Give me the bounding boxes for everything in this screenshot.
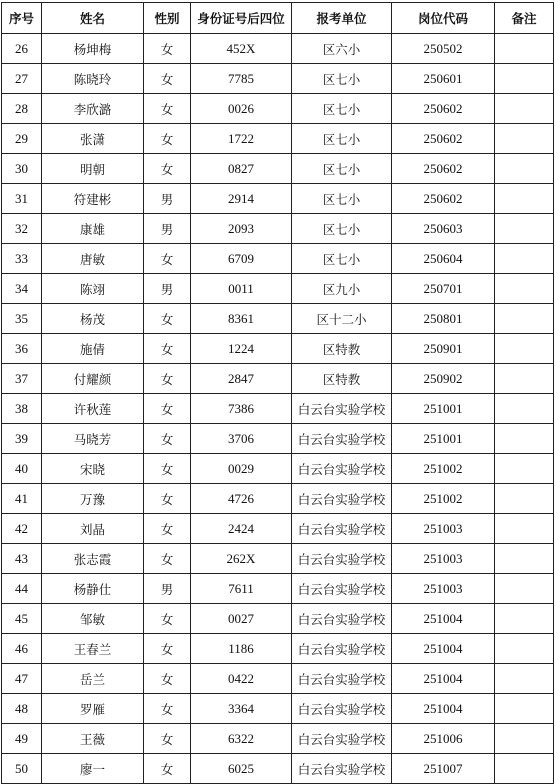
cell-gender: 女 bbox=[144, 604, 191, 634]
cell-id-last4: 0422 bbox=[191, 664, 292, 694]
cell-unit: 区七小 bbox=[292, 64, 392, 94]
table-row bbox=[2, 64, 554, 94]
cell-gender: 男 bbox=[144, 274, 191, 304]
cell-name: 李欣潞 bbox=[42, 94, 144, 124]
cell-name: 罗雁 bbox=[42, 694, 144, 724]
cell-seq: 46 bbox=[2, 634, 42, 664]
cell-name: 杨坤梅 bbox=[42, 34, 144, 64]
table-row bbox=[2, 574, 554, 604]
table-row bbox=[2, 634, 554, 664]
cell-gender: 男 bbox=[144, 214, 191, 244]
cell-remark bbox=[495, 664, 554, 694]
cell-gender: 女 bbox=[144, 514, 191, 544]
cell-gender: 女 bbox=[144, 724, 191, 754]
cell-post-code: 250602 bbox=[392, 94, 495, 124]
cell-remark bbox=[495, 604, 554, 634]
table-row bbox=[2, 364, 554, 394]
cell-post-code: 251003 bbox=[392, 514, 495, 544]
cell-gender: 女 bbox=[144, 754, 191, 784]
table-row bbox=[2, 184, 554, 214]
cell-name: 陈晓玲 bbox=[42, 64, 144, 94]
cell-unit: 区特教 bbox=[292, 334, 392, 364]
cell-id-last4: 6709 bbox=[191, 244, 292, 274]
table-row bbox=[2, 604, 554, 634]
cell-unit: 区七小 bbox=[292, 154, 392, 184]
cell-seq: 45 bbox=[2, 604, 42, 634]
cell-post-code: 251001 bbox=[392, 424, 495, 454]
cell-unit: 区七小 bbox=[292, 244, 392, 274]
cell-id-last4: 452X bbox=[191, 34, 292, 64]
table-row bbox=[2, 424, 554, 454]
cell-gender: 女 bbox=[144, 664, 191, 694]
candidate-table bbox=[1, 2, 554, 784]
cell-name: 康雄 bbox=[42, 214, 144, 244]
cell-id-last4: 0011 bbox=[191, 274, 292, 304]
table-row bbox=[2, 244, 554, 274]
cell-unit: 区特教 bbox=[292, 364, 392, 394]
cell-remark bbox=[495, 214, 554, 244]
cell-remark bbox=[495, 364, 554, 394]
cell-remark bbox=[495, 394, 554, 424]
cell-post-code: 250901 bbox=[392, 334, 495, 364]
cell-gender: 男 bbox=[144, 574, 191, 604]
cell-name: 万豫 bbox=[42, 484, 144, 514]
table-row bbox=[2, 514, 554, 544]
table-row bbox=[2, 94, 554, 124]
cell-seq: 47 bbox=[2, 664, 42, 694]
cell-remark bbox=[495, 454, 554, 484]
cell-post-code: 251004 bbox=[392, 604, 495, 634]
cell-gender: 女 bbox=[144, 34, 191, 64]
table-row bbox=[2, 304, 554, 334]
cell-id-last4: 2424 bbox=[191, 514, 292, 544]
cell-name: 明朝 bbox=[42, 154, 144, 184]
cell-seq: 40 bbox=[2, 454, 42, 484]
cell-remark bbox=[495, 334, 554, 364]
cell-name: 王薇 bbox=[42, 724, 144, 754]
header-name: 姓名 bbox=[42, 3, 144, 34]
cell-gender: 女 bbox=[144, 64, 191, 94]
header-post-code: 岗位代码 bbox=[392, 3, 495, 34]
cell-name: 王春兰 bbox=[42, 634, 144, 664]
cell-id-last4: 6322 bbox=[191, 724, 292, 754]
cell-gender: 女 bbox=[144, 694, 191, 724]
cell-id-last4: 2914 bbox=[191, 184, 292, 214]
header-unit: 报考单位 bbox=[292, 3, 392, 34]
cell-seq: 37 bbox=[2, 364, 42, 394]
cell-remark bbox=[495, 184, 554, 214]
cell-id-last4: 3364 bbox=[191, 694, 292, 724]
cell-unit: 白云台实验学校 bbox=[292, 544, 392, 574]
cell-unit: 白云台实验学校 bbox=[292, 664, 392, 694]
cell-seq: 26 bbox=[2, 34, 42, 64]
cell-remark bbox=[495, 424, 554, 454]
cell-seq: 27 bbox=[2, 64, 42, 94]
table-row bbox=[2, 484, 554, 514]
cell-seq: 29 bbox=[2, 124, 42, 154]
cell-id-last4: 1186 bbox=[191, 634, 292, 664]
cell-name: 许秋莲 bbox=[42, 394, 144, 424]
cell-post-code: 251001 bbox=[392, 394, 495, 424]
cell-post-code: 250604 bbox=[392, 244, 495, 274]
cell-remark bbox=[495, 754, 554, 784]
cell-id-last4: 3706 bbox=[191, 424, 292, 454]
table-row bbox=[2, 454, 554, 484]
cell-name: 廖一 bbox=[42, 754, 144, 784]
table-row bbox=[2, 154, 554, 184]
cell-remark bbox=[495, 694, 554, 724]
cell-unit: 白云台实验学校 bbox=[292, 724, 392, 754]
cell-unit: 区七小 bbox=[292, 124, 392, 154]
cell-id-last4: 0827 bbox=[191, 154, 292, 184]
cell-remark bbox=[495, 94, 554, 124]
cell-seq: 35 bbox=[2, 304, 42, 334]
cell-unit: 白云台实验学校 bbox=[292, 424, 392, 454]
header-remark: 备注 bbox=[495, 3, 554, 34]
cell-remark bbox=[495, 634, 554, 664]
cell-name: 唐敏 bbox=[42, 244, 144, 274]
cell-unit: 白云台实验学校 bbox=[292, 484, 392, 514]
cell-remark bbox=[495, 34, 554, 64]
cell-id-last4: 6025 bbox=[191, 754, 292, 784]
cell-id-last4: 262X bbox=[191, 544, 292, 574]
header-gender: 性别 bbox=[144, 3, 191, 34]
cell-gender: 女 bbox=[144, 634, 191, 664]
cell-unit: 白云台实验学校 bbox=[292, 604, 392, 634]
cell-gender: 女 bbox=[144, 544, 191, 574]
cell-id-last4: 1722 bbox=[191, 124, 292, 154]
table-row bbox=[2, 394, 554, 424]
cell-remark bbox=[495, 124, 554, 154]
cell-id-last4: 1224 bbox=[191, 334, 292, 364]
cell-name: 宋晓 bbox=[42, 454, 144, 484]
cell-seq: 28 bbox=[2, 94, 42, 124]
cell-gender: 女 bbox=[144, 334, 191, 364]
cell-post-code: 250701 bbox=[392, 274, 495, 304]
cell-remark bbox=[495, 304, 554, 334]
cell-unit: 白云台实验学校 bbox=[292, 634, 392, 664]
table-row bbox=[2, 274, 554, 304]
cell-seq: 44 bbox=[2, 574, 42, 604]
table-row bbox=[2, 724, 554, 754]
cell-post-code: 250603 bbox=[392, 214, 495, 244]
cell-name: 张潇 bbox=[42, 124, 144, 154]
cell-remark bbox=[495, 274, 554, 304]
cell-unit: 区七小 bbox=[292, 94, 392, 124]
cell-name: 张志霞 bbox=[42, 544, 144, 574]
cell-remark bbox=[495, 244, 554, 274]
cell-post-code: 251007 bbox=[392, 754, 495, 784]
cell-id-last4: 7611 bbox=[191, 574, 292, 604]
cell-unit: 区九小 bbox=[292, 274, 392, 304]
cell-unit: 白云台实验学校 bbox=[292, 454, 392, 484]
cell-post-code: 251002 bbox=[392, 484, 495, 514]
table-row bbox=[2, 214, 554, 244]
cell-name: 付耀颜 bbox=[42, 364, 144, 394]
cell-gender: 女 bbox=[144, 154, 191, 184]
cell-seq: 34 bbox=[2, 274, 42, 304]
table-row bbox=[2, 664, 554, 694]
cell-remark bbox=[495, 544, 554, 574]
cell-seq: 41 bbox=[2, 484, 42, 514]
cell-gender: 女 bbox=[144, 394, 191, 424]
cell-seq: 42 bbox=[2, 514, 42, 544]
cell-unit: 区十二小 bbox=[292, 304, 392, 334]
cell-seq: 33 bbox=[2, 244, 42, 274]
cell-unit: 区七小 bbox=[292, 184, 392, 214]
cell-name: 施倩 bbox=[42, 334, 144, 364]
cell-gender: 女 bbox=[144, 304, 191, 334]
cell-post-code: 251002 bbox=[392, 454, 495, 484]
cell-gender: 女 bbox=[144, 364, 191, 394]
cell-name: 岳兰 bbox=[42, 664, 144, 694]
cell-post-code: 251003 bbox=[392, 544, 495, 574]
cell-unit: 白云台实验学校 bbox=[292, 574, 392, 604]
table-row bbox=[2, 34, 554, 64]
cell-post-code: 251004 bbox=[392, 664, 495, 694]
cell-seq: 38 bbox=[2, 394, 42, 424]
header-row bbox=[2, 3, 554, 34]
cell-gender: 女 bbox=[144, 244, 191, 274]
cell-remark bbox=[495, 514, 554, 544]
cell-name: 杨茂 bbox=[42, 304, 144, 334]
cell-post-code: 250602 bbox=[392, 124, 495, 154]
cell-seq: 36 bbox=[2, 334, 42, 364]
cell-id-last4: 8361 bbox=[191, 304, 292, 334]
cell-id-last4: 4726 bbox=[191, 484, 292, 514]
cell-gender: 女 bbox=[144, 124, 191, 154]
cell-gender: 女 bbox=[144, 454, 191, 484]
cell-seq: 30 bbox=[2, 154, 42, 184]
cell-unit: 区七小 bbox=[292, 214, 392, 244]
cell-id-last4: 2093 bbox=[191, 214, 292, 244]
cell-post-code: 250902 bbox=[392, 364, 495, 394]
cell-name: 马晓芳 bbox=[42, 424, 144, 454]
cell-gender: 女 bbox=[144, 484, 191, 514]
cell-post-code: 250801 bbox=[392, 304, 495, 334]
cell-remark bbox=[495, 64, 554, 94]
cell-unit: 区六小 bbox=[292, 34, 392, 64]
cell-id-last4: 0026 bbox=[191, 94, 292, 124]
header-id-last4: 身份证号后四位 bbox=[191, 3, 292, 34]
cell-name: 杨静仕 bbox=[42, 574, 144, 604]
table-row bbox=[2, 124, 554, 154]
cell-post-code: 250601 bbox=[392, 64, 495, 94]
cell-post-code: 250502 bbox=[392, 34, 495, 64]
cell-id-last4: 0029 bbox=[191, 454, 292, 484]
cell-name: 刘晶 bbox=[42, 514, 144, 544]
table-row bbox=[2, 694, 554, 724]
cell-post-code: 250602 bbox=[392, 154, 495, 184]
cell-unit: 白云台实验学校 bbox=[292, 514, 392, 544]
cell-post-code: 251006 bbox=[392, 724, 495, 754]
cell-name: 陈翊 bbox=[42, 274, 144, 304]
cell-post-code: 251004 bbox=[392, 694, 495, 724]
cell-remark bbox=[495, 484, 554, 514]
table-row bbox=[2, 754, 554, 784]
cell-unit: 白云台实验学校 bbox=[292, 394, 392, 424]
cell-gender: 女 bbox=[144, 424, 191, 454]
cell-seq: 32 bbox=[2, 214, 42, 244]
cell-remark bbox=[495, 154, 554, 184]
cell-id-last4: 2847 bbox=[191, 364, 292, 394]
cell-seq: 39 bbox=[2, 424, 42, 454]
cell-remark bbox=[495, 574, 554, 604]
cell-id-last4: 7785 bbox=[191, 64, 292, 94]
cell-post-code: 251004 bbox=[392, 634, 495, 664]
cell-gender: 男 bbox=[144, 184, 191, 214]
cell-unit: 白云台实验学校 bbox=[292, 754, 392, 784]
cell-seq: 43 bbox=[2, 544, 42, 574]
cell-id-last4: 0027 bbox=[191, 604, 292, 634]
cell-name: 邹敏 bbox=[42, 604, 144, 634]
cell-seq: 48 bbox=[2, 694, 42, 724]
cell-id-last4: 7386 bbox=[191, 394, 292, 424]
cell-seq: 50 bbox=[2, 754, 42, 784]
cell-post-code: 251003 bbox=[392, 574, 495, 604]
header-seq: 序号 bbox=[2, 3, 42, 34]
cell-post-code: 250602 bbox=[392, 184, 495, 214]
cell-seq: 49 bbox=[2, 724, 42, 754]
table-row bbox=[2, 544, 554, 574]
cell-remark bbox=[495, 724, 554, 754]
table-row bbox=[2, 334, 554, 364]
cell-gender: 女 bbox=[144, 94, 191, 124]
cell-seq: 31 bbox=[2, 184, 42, 214]
cell-name: 符建彬 bbox=[42, 184, 144, 214]
cell-unit: 白云台实验学校 bbox=[292, 694, 392, 724]
table-body bbox=[2, 34, 554, 784]
